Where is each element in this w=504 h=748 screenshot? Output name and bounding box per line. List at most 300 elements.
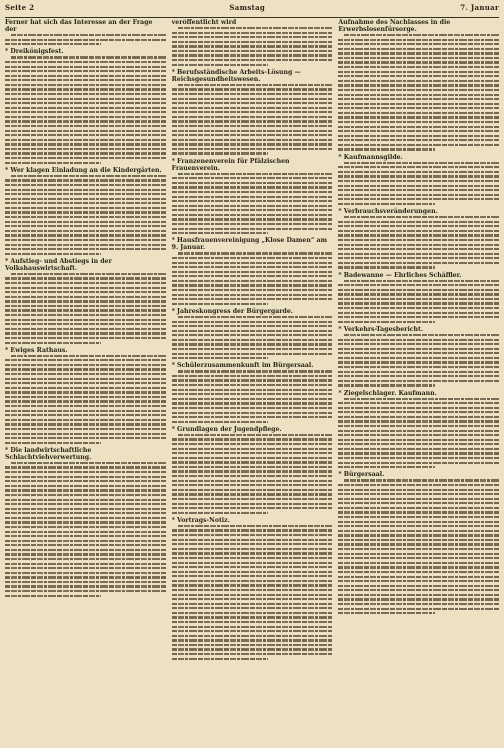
text-line <box>172 50 333 52</box>
text-line <box>5 79 166 81</box>
text-line <box>172 134 333 136</box>
article <box>338 471 499 614</box>
text-line <box>5 234 166 236</box>
text-line <box>338 357 499 359</box>
text-line <box>172 59 333 61</box>
text-line <box>5 296 166 298</box>
article-heading: veröffentlicht wird <box>171 19 237 26</box>
text-line <box>338 576 499 578</box>
text-line <box>338 116 499 118</box>
text-line <box>344 398 499 400</box>
text-line <box>5 512 166 514</box>
text-line <box>172 294 333 296</box>
text-line <box>172 357 268 359</box>
text-line <box>172 443 333 445</box>
article <box>5 167 166 255</box>
text-line <box>172 598 333 600</box>
page-header <box>5 3 499 16</box>
text-line <box>172 280 333 282</box>
text-line <box>5 503 166 505</box>
text-line <box>5 442 101 444</box>
text-line <box>172 116 333 118</box>
article-heading: * Vortrags-Notiz. <box>171 516 230 524</box>
text-line <box>338 198 499 200</box>
text-line <box>338 384 434 386</box>
text-line <box>338 80 499 82</box>
text-line <box>344 34 499 36</box>
text-line <box>338 98 499 100</box>
article-body-text <box>172 27 333 66</box>
text-line <box>5 535 166 537</box>
text-line <box>338 321 434 323</box>
text-line <box>172 407 333 409</box>
text-line <box>172 232 268 234</box>
text-line <box>11 175 166 177</box>
text-line <box>338 43 499 45</box>
text-line <box>338 144 499 146</box>
article <box>338 19 499 151</box>
text-line <box>338 366 499 368</box>
text-line <box>5 508 166 510</box>
text-line <box>5 373 166 375</box>
text-line <box>5 581 166 583</box>
text-line <box>172 384 333 386</box>
text-line <box>172 111 333 113</box>
text-line <box>5 494 166 496</box>
text-line <box>172 214 333 216</box>
text-line <box>172 566 333 568</box>
text-line <box>5 84 166 86</box>
text-line <box>338 307 499 309</box>
text-line <box>172 88 333 90</box>
text-line <box>344 280 499 282</box>
text-line <box>172 125 333 127</box>
article-heading: * Grundlagen der Jugendpflege. <box>171 425 282 433</box>
text-line <box>5 419 166 421</box>
column-1 <box>5 19 166 744</box>
text-line <box>172 303 268 305</box>
text-line <box>338 339 499 341</box>
text-line <box>5 277 166 279</box>
text-line <box>5 111 166 113</box>
text-line <box>5 428 166 430</box>
article <box>172 69 333 155</box>
text-line <box>172 139 333 141</box>
text-line <box>338 298 499 300</box>
text-line <box>5 300 166 302</box>
text-line <box>5 382 166 384</box>
text-line <box>338 502 499 504</box>
text-line <box>338 589 499 591</box>
text-line <box>172 639 333 641</box>
text-line <box>338 534 499 536</box>
text-line <box>338 571 499 573</box>
text-line <box>172 539 333 541</box>
text-line <box>338 248 499 250</box>
text-line <box>5 202 166 204</box>
text-line <box>172 630 333 632</box>
text-line <box>5 291 166 293</box>
text-line <box>338 407 499 409</box>
text-line <box>172 257 333 259</box>
text-line <box>338 66 499 68</box>
text-line <box>172 289 333 291</box>
text-line <box>5 378 166 380</box>
text-line <box>5 93 166 95</box>
article <box>338 208 499 269</box>
text-line <box>338 71 499 73</box>
text-line <box>5 120 166 122</box>
text-line <box>172 534 333 536</box>
text-line <box>338 457 499 459</box>
text-line <box>338 585 499 587</box>
text-line <box>338 521 499 523</box>
article-heading: * Berufsständische Arbeits-Lösung — Reichsgesundheitswesen. <box>171 68 301 83</box>
text-line <box>172 589 333 591</box>
text-line <box>5 485 166 487</box>
text-line <box>172 612 333 614</box>
text-line <box>172 503 333 505</box>
article <box>172 517 333 660</box>
article-heading: * Hausfrauenvereinigung „Klose Damen“ am 9. Januar. <box>171 237 328 252</box>
article-heading: * Dreikönigsfest. <box>5 48 64 56</box>
text-line <box>338 466 434 468</box>
text-line <box>172 438 333 440</box>
text-line <box>338 239 499 241</box>
text-line <box>172 191 333 193</box>
text-line <box>5 391 166 393</box>
text-line <box>338 57 499 59</box>
article-body-text <box>338 280 499 323</box>
text-line <box>338 530 499 532</box>
page-number: Seite 2 <box>5 3 35 12</box>
text-line <box>172 102 333 104</box>
text-line <box>178 252 333 254</box>
text-line <box>178 27 333 29</box>
text-line <box>338 94 499 96</box>
text-line <box>338 425 499 427</box>
text-line <box>172 653 333 655</box>
article-body-text <box>338 162 499 205</box>
text-line <box>11 273 166 275</box>
text-line <box>5 342 101 344</box>
text-line <box>338 203 434 205</box>
page-date: 7. Januar <box>460 3 499 12</box>
text-line <box>172 298 333 300</box>
text-line <box>172 543 333 545</box>
text-line <box>338 316 499 318</box>
text-line <box>172 152 268 154</box>
article-heading: Aufnahme des Nachlasses in die Erwerbslosenfürsorge. <box>338 19 451 33</box>
text-line <box>338 439 499 441</box>
article-heading: Ferner hat sich das Interesse an der Frage der <box>5 19 153 33</box>
article <box>172 308 333 359</box>
text-line <box>338 135 499 137</box>
article-heading: * Franzenenverein für Pfälzischen Frauenverein. <box>171 157 290 172</box>
text-line <box>338 553 499 555</box>
text-line <box>172 416 333 418</box>
text-line <box>338 498 499 500</box>
text-line <box>172 143 333 145</box>
text-line <box>338 48 499 50</box>
text-line <box>5 544 166 546</box>
text-line <box>5 130 166 132</box>
article-heading: * Verkehrs-Tagesbericht. <box>338 325 424 333</box>
text-line <box>5 590 166 592</box>
text-line <box>5 198 166 200</box>
text-line <box>172 266 333 268</box>
text-line <box>178 173 333 175</box>
text-line <box>338 180 499 182</box>
column-2 <box>172 19 333 744</box>
text-line <box>172 186 333 188</box>
text-line <box>344 216 499 218</box>
text-line <box>338 284 499 286</box>
text-line <box>338 580 499 582</box>
article-body-text <box>338 34 499 151</box>
text-line <box>338 462 499 464</box>
text-line <box>5 558 166 560</box>
text-line <box>338 89 499 91</box>
text-line <box>172 512 268 514</box>
text-line <box>5 143 166 145</box>
text-line <box>338 507 499 509</box>
text-line <box>172 182 333 184</box>
text-line <box>338 52 499 54</box>
text-line <box>11 355 166 357</box>
text-line <box>338 375 499 377</box>
text-line <box>338 103 499 105</box>
text-line <box>172 375 333 377</box>
text-line <box>338 230 499 232</box>
text-line <box>5 134 166 136</box>
text-line <box>5 437 166 439</box>
text-line <box>172 489 333 491</box>
text-line <box>172 421 268 423</box>
text-line <box>338 443 499 445</box>
article-heading: * Kaufmannsgilde. <box>338 153 403 161</box>
text-line <box>338 166 499 168</box>
text-line <box>5 66 166 68</box>
text-line <box>338 516 499 518</box>
text-line <box>172 228 333 230</box>
article-body-text <box>172 370 333 423</box>
text-line <box>5 521 166 523</box>
text-line <box>338 511 499 513</box>
text-line <box>5 125 166 127</box>
text-line <box>5 364 166 366</box>
text-line <box>172 580 333 582</box>
text-line <box>172 196 333 198</box>
text-line <box>5 70 166 72</box>
text-line <box>338 448 499 450</box>
text-line <box>172 218 333 220</box>
text-line <box>5 499 166 501</box>
text-line <box>5 193 166 195</box>
article <box>338 154 499 205</box>
text-line <box>172 209 333 211</box>
text-line <box>172 321 333 323</box>
text-line <box>338 543 499 545</box>
text-line <box>172 54 333 56</box>
text-line <box>338 348 499 350</box>
text-line <box>5 39 166 41</box>
text-line <box>172 557 333 559</box>
text-line <box>338 402 499 404</box>
article <box>172 237 333 305</box>
text-line <box>11 34 166 36</box>
text-line <box>172 36 333 38</box>
article-body-text <box>338 334 499 387</box>
article <box>338 390 499 469</box>
text-line <box>5 328 166 330</box>
text-line <box>338 603 499 605</box>
text-line <box>338 75 499 77</box>
article <box>5 347 166 444</box>
text-line <box>5 517 166 519</box>
text-line <box>5 480 166 482</box>
text-line <box>338 371 499 373</box>
text-line <box>338 608 499 610</box>
text-line <box>172 325 333 327</box>
text-line <box>338 266 434 268</box>
article-body-text <box>5 34 166 45</box>
text-line <box>338 493 499 495</box>
text-line <box>5 221 166 223</box>
article-heading: * Wer klagen Einladung an die Kindergärten. <box>5 166 162 174</box>
article-heading: * Bürgersaal. <box>338 471 385 479</box>
text-line <box>172 552 333 554</box>
text-line <box>5 139 166 141</box>
article-body-text <box>172 316 333 359</box>
text-line <box>172 177 333 179</box>
text-line <box>5 323 166 325</box>
article-body-text <box>5 175 166 255</box>
text-line <box>338 189 499 191</box>
text-line <box>172 284 333 286</box>
text-line <box>172 448 333 450</box>
text-line <box>172 402 333 404</box>
text-line <box>5 410 166 412</box>
text-line <box>172 498 333 500</box>
text-line <box>172 330 333 332</box>
text-line <box>338 175 499 177</box>
text-line <box>5 423 166 425</box>
text-line <box>172 507 333 509</box>
page-day: Samstag <box>229 3 266 12</box>
text-line <box>172 626 333 628</box>
article-body-text <box>338 398 499 469</box>
text-line <box>172 480 333 482</box>
text-line <box>172 470 333 472</box>
text-line <box>172 130 333 132</box>
text-line <box>5 216 166 218</box>
text-line <box>178 316 333 318</box>
article-heading: * Aufstieg- und Abstiegs in der Volkshauswirtschaft. <box>5 257 112 272</box>
text-line <box>5 98 166 100</box>
text-line <box>5 189 166 191</box>
text-line <box>172 200 333 202</box>
text-line <box>5 400 166 402</box>
text-line <box>338 244 499 246</box>
text-line <box>172 343 333 345</box>
text-line <box>338 352 499 354</box>
text-line <box>5 540 166 542</box>
text-line <box>5 184 166 186</box>
text-line <box>338 594 499 596</box>
article <box>5 258 166 344</box>
text-line <box>338 234 499 236</box>
text-line <box>11 462 166 464</box>
text-line <box>172 571 333 573</box>
text-line <box>172 98 333 100</box>
article-body-text <box>338 479 499 614</box>
text-line <box>338 380 499 382</box>
text-line <box>5 359 166 361</box>
text-line <box>5 405 166 407</box>
text-line <box>338 484 499 486</box>
text-line <box>172 262 333 264</box>
text-line <box>338 411 499 413</box>
text-line <box>338 61 499 63</box>
article-heading: * Ziegelschlager. Kaufmann. <box>338 389 437 397</box>
article-heading: * Die landwirtschaftliche Schlachtviehverwertung. <box>5 446 92 461</box>
text-line <box>172 562 333 564</box>
text-line <box>172 635 333 637</box>
text-line <box>178 434 333 436</box>
article-heading: * Jahreskongress der Bürgergarde. <box>171 307 293 315</box>
text-line <box>338 293 499 295</box>
text-line <box>338 253 499 255</box>
text-line <box>172 120 333 122</box>
article-body-text <box>172 525 333 660</box>
article <box>172 362 333 423</box>
text-line <box>338 420 499 422</box>
text-line <box>5 572 166 574</box>
text-line <box>338 185 499 187</box>
text-line <box>5 248 166 250</box>
text-line <box>178 84 333 86</box>
article-heading: * Verbrauchsveränderungen. <box>338 208 438 216</box>
text-line <box>5 179 166 181</box>
text-line <box>338 566 499 568</box>
text-line <box>172 45 333 47</box>
text-line <box>172 393 333 395</box>
text-line <box>172 484 333 486</box>
text-line <box>338 312 499 314</box>
text-line <box>172 607 333 609</box>
text-line <box>172 148 333 150</box>
text-line <box>172 223 333 225</box>
column-3 <box>338 19 499 744</box>
text-line <box>5 148 166 150</box>
text-line <box>5 526 166 528</box>
text-line <box>338 434 499 436</box>
text-line <box>172 493 333 495</box>
text-line <box>11 56 166 58</box>
text-line <box>5 107 166 109</box>
text-line <box>172 575 333 577</box>
text-line <box>5 332 166 334</box>
text-line <box>5 563 166 565</box>
text-line <box>338 562 499 564</box>
text-line <box>5 368 166 370</box>
text-line <box>172 457 333 459</box>
text-line <box>172 379 333 381</box>
text-line <box>172 452 333 454</box>
text-line <box>172 271 333 273</box>
article-heading: * Ewiges Rathaus. <box>5 346 68 354</box>
